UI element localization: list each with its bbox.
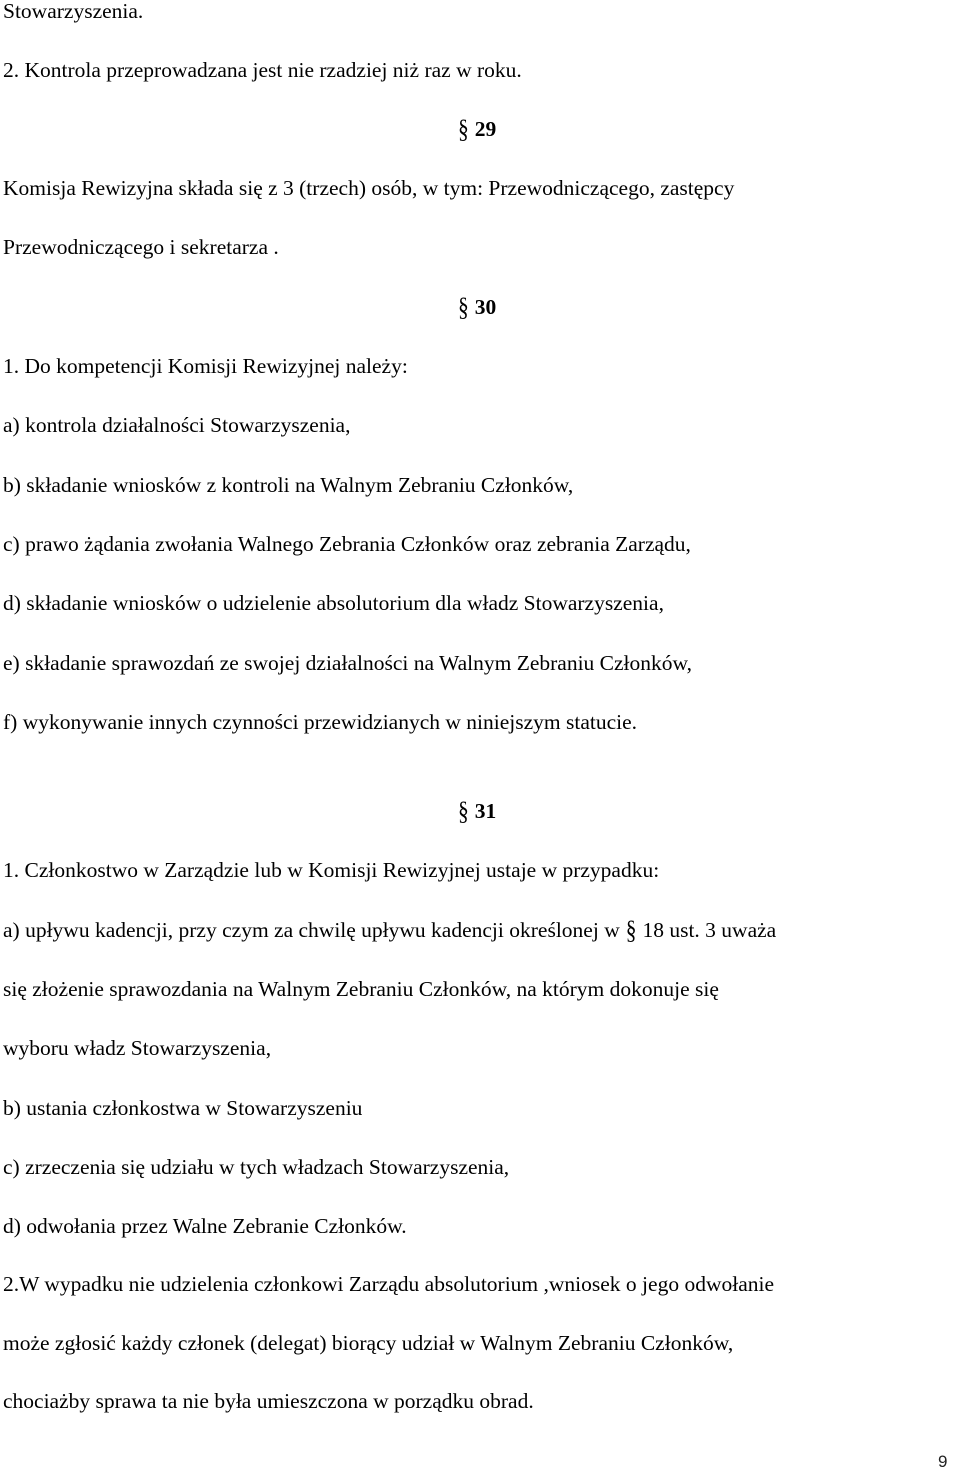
section-symbol: § bbox=[625, 914, 637, 945]
list-item-a-part1: a) upływu kadencji, przy czym za chwilę upływu kadencji określonej w bbox=[3, 918, 620, 942]
text-line-stowarzyszenia: Stowarzyszenia. bbox=[3, 0, 144, 23]
section-number: 29 bbox=[474, 117, 497, 141]
section-number: 30 bbox=[474, 295, 497, 319]
text-line-kontrola-frequency: 2. Kontrola przeprowadzana jest nie rzadziej niż raz w roku. bbox=[3, 58, 522, 82]
list-item-a-continued: wyboru władz Stowarzyszenia, bbox=[3, 1036, 272, 1060]
list-item-a-continued: się złożenie sprawozdania na Walnym Zebraniu Członków, na którym dokonuje się bbox=[3, 977, 719, 1001]
list-item: d) składanie wniosków o udzielenie absolutorium dla władz Stowarzyszenia, bbox=[3, 591, 664, 615]
text-line-kompetencje-intro: 1. Do kompetencji Komisji Rewizyjnej należy: bbox=[3, 354, 408, 378]
page-number: 9 bbox=[938, 1452, 948, 1471]
list-item: c) prawo żądania zwołania Walnego Zebrania Członków oraz zebrania Zarządu, bbox=[3, 532, 691, 556]
list-item: f) wykonywanie innych czynności przewidzianych w niniejszym statucie. bbox=[3, 710, 638, 734]
list-item-b: b) ustania członkostwa w Stowarzyszeniu bbox=[3, 1096, 363, 1120]
text-line-point-2: 2.W wypadku nie udzielenia członkowi Zarządu absolutorium ,wniosek o jego odwołanie bbox=[3, 1272, 775, 1296]
text-line-przewodniczacego: Przewodniczącego i sekretarza . bbox=[3, 235, 279, 259]
list-item: a) kontrola działalności Stowarzyszenia, bbox=[3, 413, 351, 437]
section-heading-31 bbox=[458, 795, 497, 826]
list-item-a bbox=[3, 914, 777, 945]
text-line-point-2-continued: może zgłosić każdy członek (delegat) biorący udział w Walnym Zebraniu Członków, bbox=[3, 1331, 734, 1355]
section-heading-30 bbox=[458, 291, 497, 322]
section-symbol: § bbox=[458, 113, 469, 144]
list-item-a-part2: 18 ust. 3 uważa bbox=[642, 918, 777, 942]
text-line-czlonkostwo-intro: 1. Członkostwo w Zarządzie lub w Komisji Rewizyjnej ustaje w przypadku: bbox=[3, 858, 660, 882]
list-item-c: c) zrzeczenia się udziału w tych władzach Stowarzyszenia, bbox=[3, 1155, 510, 1179]
list-item-d: d) odwołania przez Walne Zebranie Członków. bbox=[3, 1214, 407, 1238]
section-heading-29 bbox=[458, 113, 497, 144]
list-item: b) składanie wniosków z kontroli na Walnym Zebraniu Członków, bbox=[3, 473, 574, 497]
section-number: 31 bbox=[474, 799, 497, 823]
section-symbol: § bbox=[458, 291, 469, 322]
section-symbol: § bbox=[458, 795, 469, 826]
text-line-komisja-sklad: Komisja Rewizyjna składa się z 3 (trzech) osób, w tym: Przewodniczącego, zastępcy bbox=[3, 176, 735, 200]
text-line-point-2-continued: chociażby sprawa ta nie była umieszczona w porządku obrad. bbox=[3, 1389, 534, 1413]
list-item: e) składanie sprawozdań ze swojej działalności na Walnym Zebraniu Członków, bbox=[3, 651, 693, 675]
